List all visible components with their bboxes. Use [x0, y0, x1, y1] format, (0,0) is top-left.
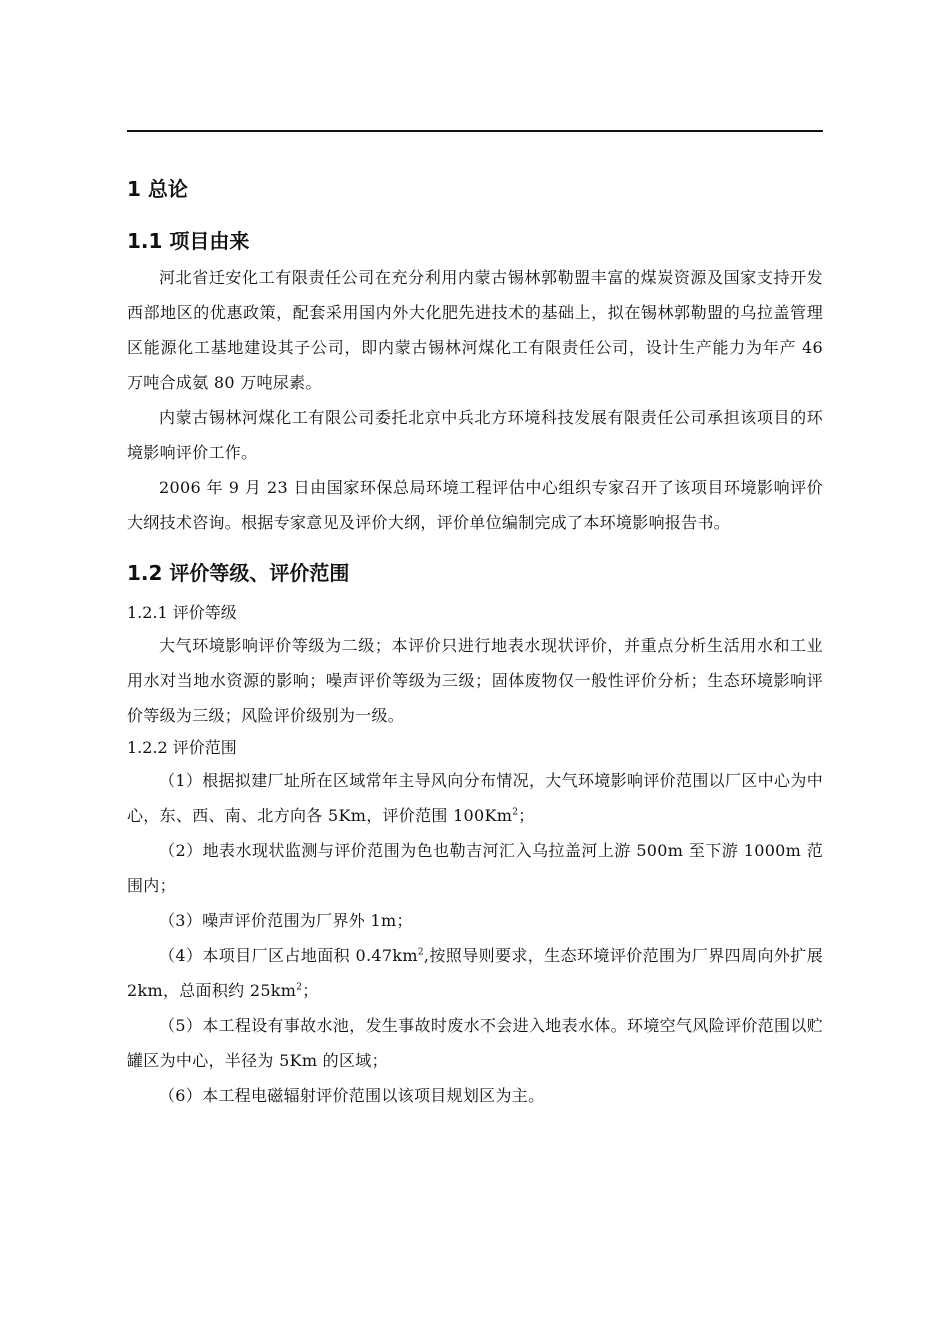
range-item-4-text-a: （4）本项目厂区占地面积 0.47km [159, 946, 418, 965]
range-item-4-tail: ； [302, 981, 319, 1000]
superscript-2: 2 [512, 807, 519, 818]
paragraph-project-origin-2: 内蒙古锡林河煤化工有限公司委托北京中兵北方环境科技发展有限责任公司承担该项目的环境影响评价工作。 [127, 408, 823, 462]
range-item-1 [127, 763, 823, 833]
range-item-5: （5）本工程设有事故水池，发生事故时废水不会进入地表水体。环境空气风险评价范围以贮罐区为中心，半径为 5Km 的区域； [127, 1016, 823, 1070]
document-body [127, 172, 823, 1113]
range-item-4-text-b: ,按照导则要求，生态环境评价范围为厂界四周向外扩展 2km，总面积约 25km [127, 946, 823, 1000]
range-item-4 [127, 938, 823, 1008]
subsection-title-1-2-2: 1.2.2 评价范围 [127, 738, 237, 757]
section-title-1-2: 1.2 评价等级、评价范围 [127, 561, 350, 585]
paragraph-project-origin-3: 2006 年 9 月 23 日由国家环保总局环境工程评估中心组织专家召开了该项目环境影响评价大纲技术咨询。根据专家意见及评价大纲，评价单位编制完成了本环境影响报告书。 [127, 478, 823, 532]
subsection-title-1-2-1: 1.2.1 评价等级 [127, 603, 237, 622]
range-item-1-text: （1）根据拟建厂址所在区域常年主导风向分布情况，大气环境影响评价范围以厂区中心为中心，东、西、南、北方向各 5Km，评价范围 100Km [127, 771, 823, 825]
range-item-2: （2）地表水现状监测与评价范围为色也勒吉河汇入乌拉盖河上游 500m 至下游 1000m 范围内； [127, 841, 823, 895]
superscript-2: 2 [417, 947, 424, 958]
superscript-2: 2 [296, 982, 303, 993]
section-title-1-1: 1.1 项目由来 [127, 229, 250, 253]
range-item-1-tail: ； [518, 806, 535, 825]
range-item-6: （6）本工程电磁辐射评价范围以该项目规划区为主。 [159, 1086, 545, 1105]
range-item-3: （3）噪声评价范围为厂界外 1m； [159, 911, 413, 930]
paragraph-evaluation-grade: 大气环境影响评价等级为二级；本评价只进行地表水现状评价，并重点分析生活用水和工业用水对当地水资源的影响；噪声评价等级为三级；固体废物仅一般性评价分析；生态环境影响评价等级为三级；风险评价级别为一级。 [127, 636, 823, 725]
chapter-title: 1 总论 [127, 177, 188, 201]
paragraph-project-origin-1: 河北省迁安化工有限责任公司在充分利用内蒙古锡林郭勒盟丰富的煤炭资源及国家支持开发西部地区的优惠政策，配套采用国内外大化肥先进技术的基础上，拟在锡林郭勒盟的乌拉盖管理区能源化工基地建设其子公司，即内蒙古锡林河煤化工有限责任公司，设计生产能力为年产 46 万吨合成氨 80 万吨尿素。 [127, 268, 823, 392]
header-rule [127, 130, 823, 132]
